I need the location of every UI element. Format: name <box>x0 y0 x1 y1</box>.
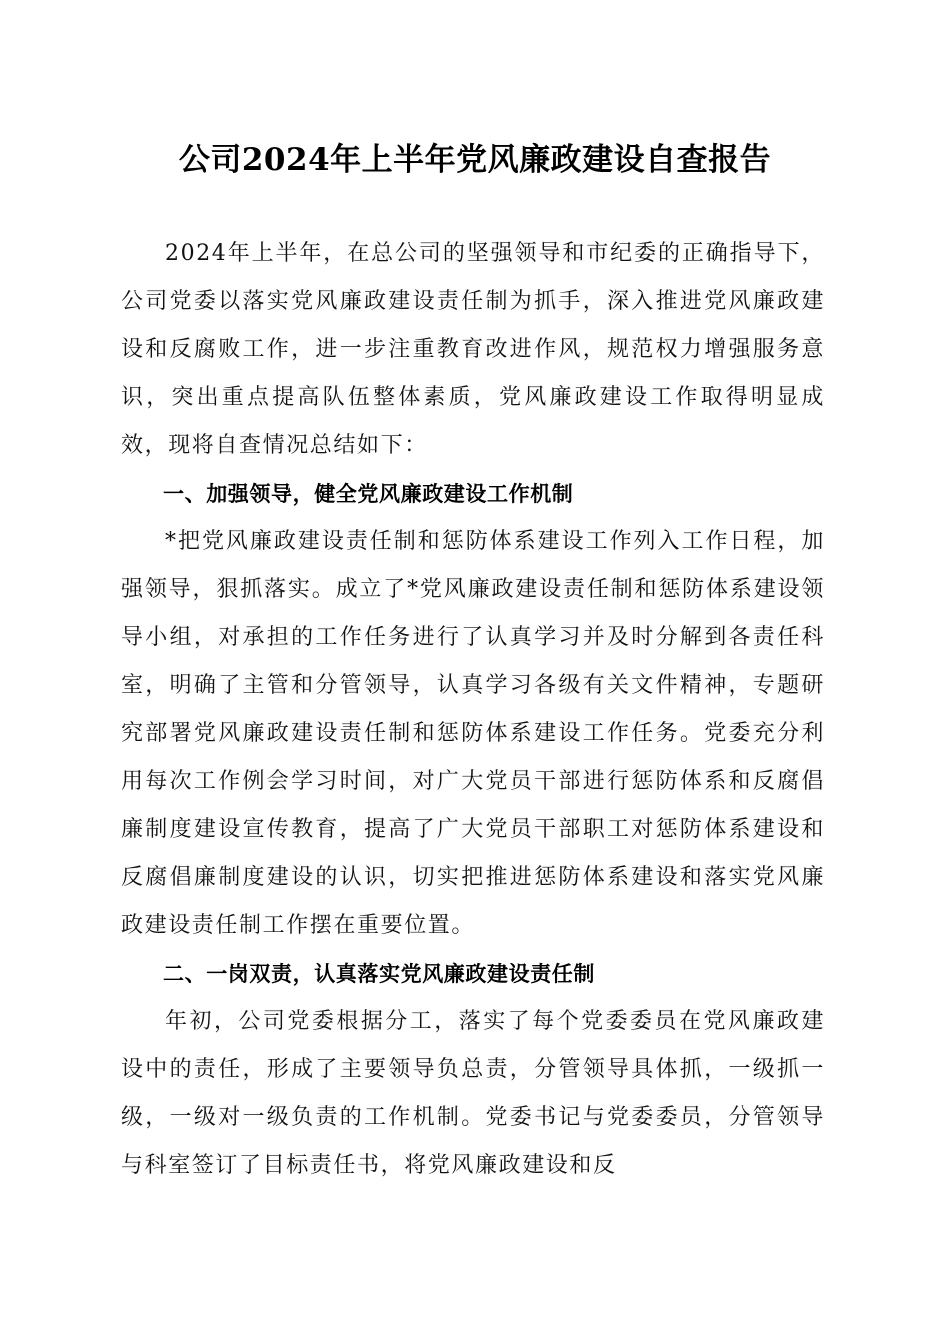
document-title: 公司2024年上半年党风廉政建设自查报告 <box>178 142 772 178</box>
section-1-paragraph: *把党风廉政建设责任制和惩防体系建设工作列入工作日程，加强领导，狠抓落实。成立了*党风廉政建设责任制和惩防体系建设领导小组，对承担的工作任务进行了认真学习并及时分解到各责任科室，明确了主管和分管领导，认真学习各级有关文件精神，专题研究部署党风廉政建设责任制和惩防体系建设工作任务。党委充分利用每次工作例会学习时间，对广大党员干部进行惩防体系和反腐倡廉制度建设宣传教育，提高了广大党员干部职工对惩防体系建设和反腐倡廉制度建设的认识，切实把推进惩防体系建设和落实党风廉政建设责任制工作摆在重要位置。 <box>121 529 825 938</box>
section-2-heading: 二、一岗双责，认真落实党风廉政建设责任制 <box>163 962 595 986</box>
section-2-paragraph: 年初，公司党委根据分工，落实了每个党委委员在党风廉政建设中的责任，形成了主要领导负总责，分管领导具体抓，一级抓一级，一级对一级负责的工作机制。党委书记与党委委员，分管领导与科室签订了目标责任书，将党风廉政建设和反 <box>121 1009 825 1178</box>
document-body <box>121 230 825 1190</box>
section-1-heading: 一、加强领导，健全党风廉政建设工作机制 <box>163 482 574 506</box>
intro-paragraph: 2024年上半年，在总公司的坚强领导和市纪委的正确指导下，公司党委以落实党风廉政建设责任制为抓手，深入推进党风廉政建设和反腐败工作，进一步注重教育改进作风，规范权力增强服务意识，突出重点提高队伍整体素质，党风廉政建设工作取得明显成效，现将自查情况总结如下： <box>121 241 825 458</box>
